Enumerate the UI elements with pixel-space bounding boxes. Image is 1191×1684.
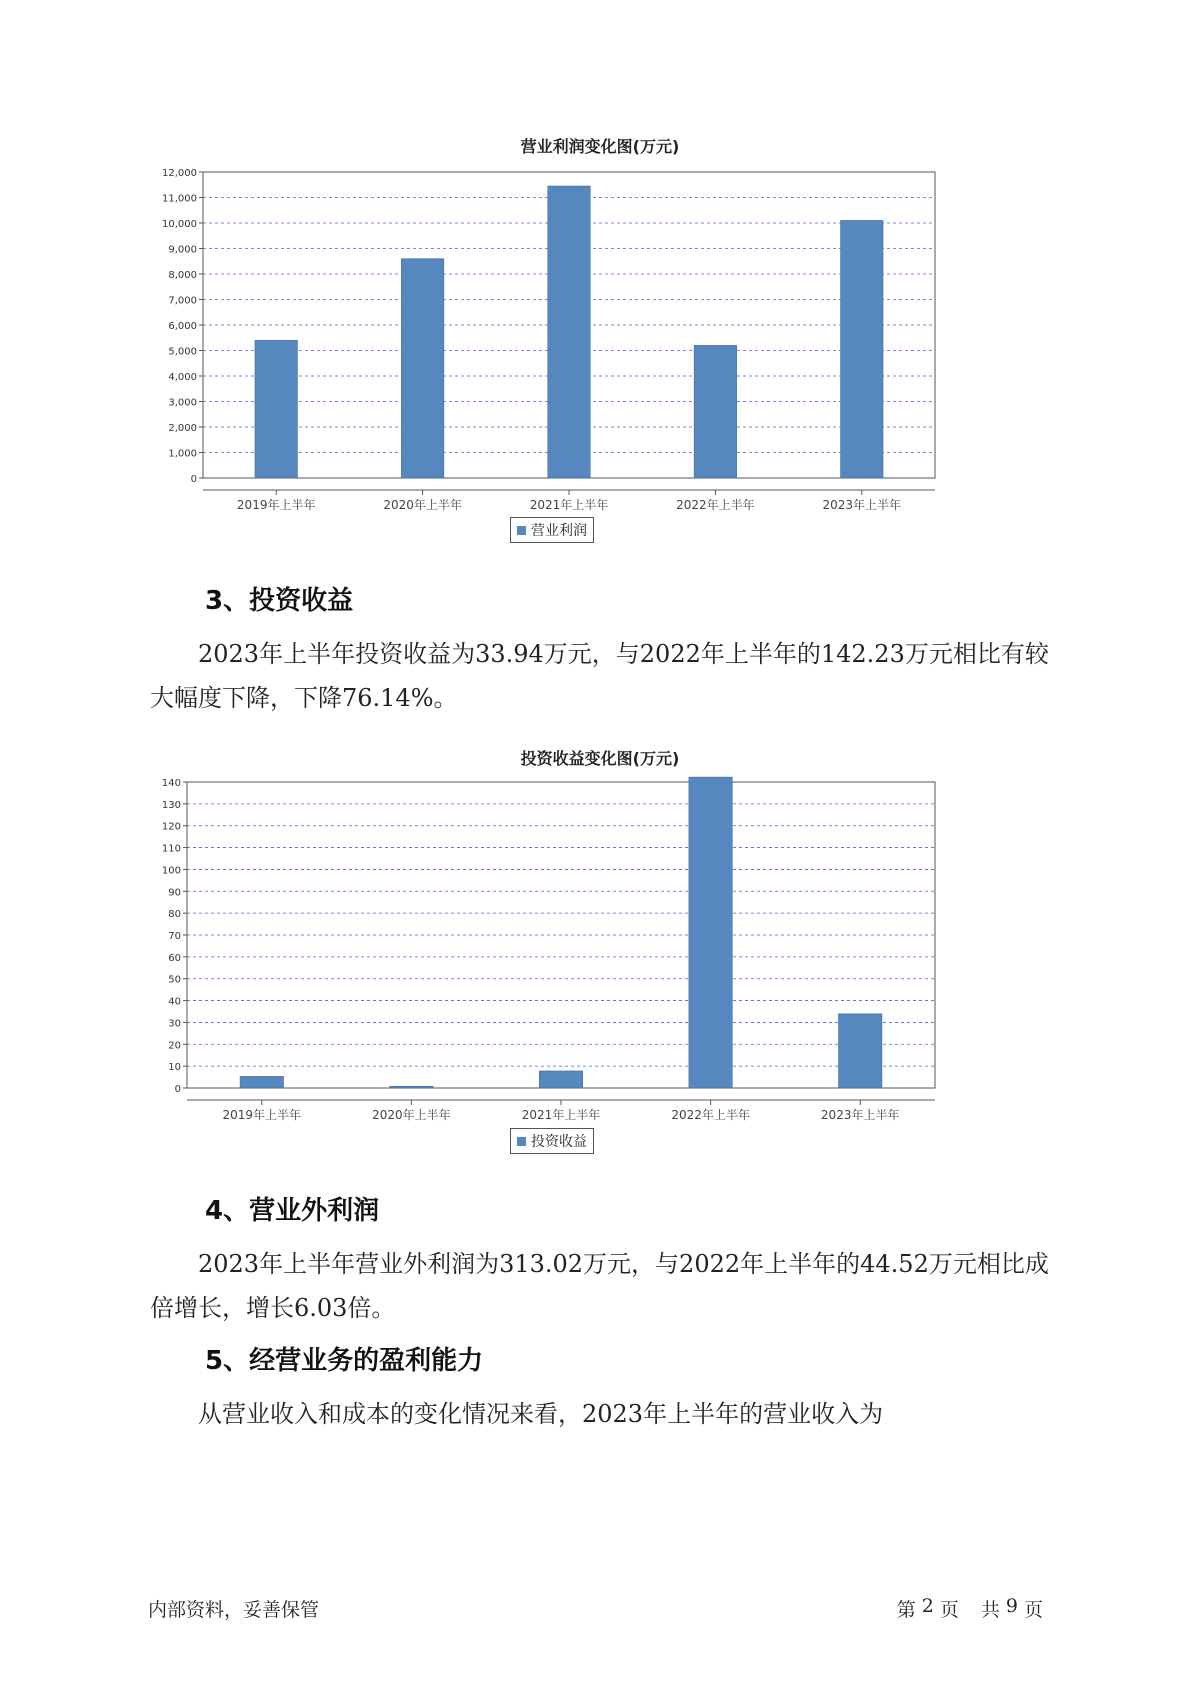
y-tick-label: 5,000 (168, 346, 197, 358)
y-tick-label: 140 (161, 778, 181, 789)
y-tick-label: 12,000 (162, 168, 197, 179)
y-tick-label: 0 (174, 1084, 181, 1095)
x-tick-label: 2023年上半年 (820, 1108, 900, 1122)
section-paragraph: 2023年上半年投资收益为33.94万元，与2022年上半年的142.23万元相比有较大幅度下降，下降76.14%。 (150, 640, 1049, 712)
y-tick-label: 9,000 (168, 244, 197, 256)
y-tick-label: 120 (161, 821, 181, 833)
bar (539, 1071, 582, 1088)
bar (390, 1086, 433, 1088)
page-total: 9 (1005, 1595, 1018, 1617)
y-tick-label: 100 (161, 865, 181, 877)
y-tick-label: 4,000 (168, 372, 197, 383)
x-tick-label: 2022年上半年 (676, 498, 755, 512)
chart-legend (510, 1128, 594, 1154)
y-tick-label: 60 (168, 952, 181, 964)
footer-confidential-note: 内部资料，妥善保管 (148, 1599, 320, 1621)
y-tick-label: 0 (190, 474, 197, 485)
section-heading: 4、营业外利润 (205, 1196, 380, 1226)
bar (841, 220, 883, 478)
y-tick-label: 8,000 (168, 270, 197, 281)
y-tick-label: 110 (161, 843, 181, 855)
page-prefix: 第 (896, 1599, 916, 1621)
chart-title: 营业利润变化图(万元) (520, 137, 680, 156)
y-tick-label: 7,000 (168, 295, 197, 307)
bar (255, 340, 297, 478)
y-tick-label: 40 (168, 996, 181, 1008)
bar (689, 777, 732, 1088)
bar-chart-plot (150, 770, 1050, 1160)
y-tick-label: 130 (161, 799, 181, 811)
section-heading: 5、经营业务的盈利能力 (205, 1346, 484, 1376)
y-tick-label: 1,000 (168, 448, 197, 460)
x-tick-label: 2021年上半年 (521, 1108, 601, 1122)
y-tick-label: 30 (168, 1018, 181, 1030)
x-tick-label: 2019年上半年 (236, 498, 316, 512)
section-heading: 3、投资收益 (205, 586, 354, 616)
x-tick-label: 2021年上半年 (529, 498, 609, 512)
y-tick-label: 10,000 (162, 219, 197, 230)
y-tick-label: 2,000 (168, 423, 197, 434)
y-tick-label: 10 (168, 1062, 181, 1074)
legend-swatch (517, 1137, 526, 1146)
bar-chart-plot (150, 160, 1050, 550)
legend-label: 投资收益 (531, 1134, 587, 1150)
y-tick-label: 70 (168, 931, 181, 942)
chart-title: 投资收益变化图(万元) (520, 749, 680, 768)
page-total-prefix: 共 (980, 1599, 1000, 1621)
x-tick-label: 2020年上半年 (383, 498, 462, 512)
investment-income-chart (150, 740, 1050, 1160)
page-word: 页 (939, 1599, 959, 1621)
y-tick-label: 50 (168, 974, 181, 986)
operating-profit-chart (150, 130, 1050, 550)
y-tick-label: 80 (168, 909, 181, 921)
y-tick-label: 6,000 (168, 321, 197, 332)
y-tick-label: 11,000 (162, 193, 197, 205)
x-tick-label: 2022年上半年 (671, 1108, 750, 1122)
y-tick-label: 90 (168, 887, 181, 899)
section-paragraph: 从营业收入和成本的变化情况来看，2023年上半年的营业收入为 (198, 1400, 884, 1428)
page-word: 页 (1023, 1599, 1043, 1621)
x-tick-label: 2020年上半年 (372, 1108, 451, 1122)
chart-legend (510, 517, 594, 543)
legend-label: 营业利润 (531, 523, 587, 539)
bar (240, 1076, 283, 1088)
x-tick-label: 2019年上半年 (222, 1108, 302, 1122)
bar (401, 259, 443, 478)
legend-swatch (517, 526, 526, 535)
y-tick-label: 20 (168, 1040, 181, 1052)
bar (694, 345, 736, 478)
x-tick-label: 2023年上半年 (822, 498, 902, 512)
page-current: 2 (921, 1595, 934, 1617)
y-tick-label: 3,000 (168, 397, 197, 409)
footer-page-number (897, 1595, 1043, 1622)
section-paragraph: 2023年上半年营业外利润为313.02万元，与2022年上半年的44.52万元相比成倍增长，增长6.03倍。 (150, 1250, 1049, 1322)
bar (839, 1014, 882, 1088)
bar (548, 186, 590, 478)
